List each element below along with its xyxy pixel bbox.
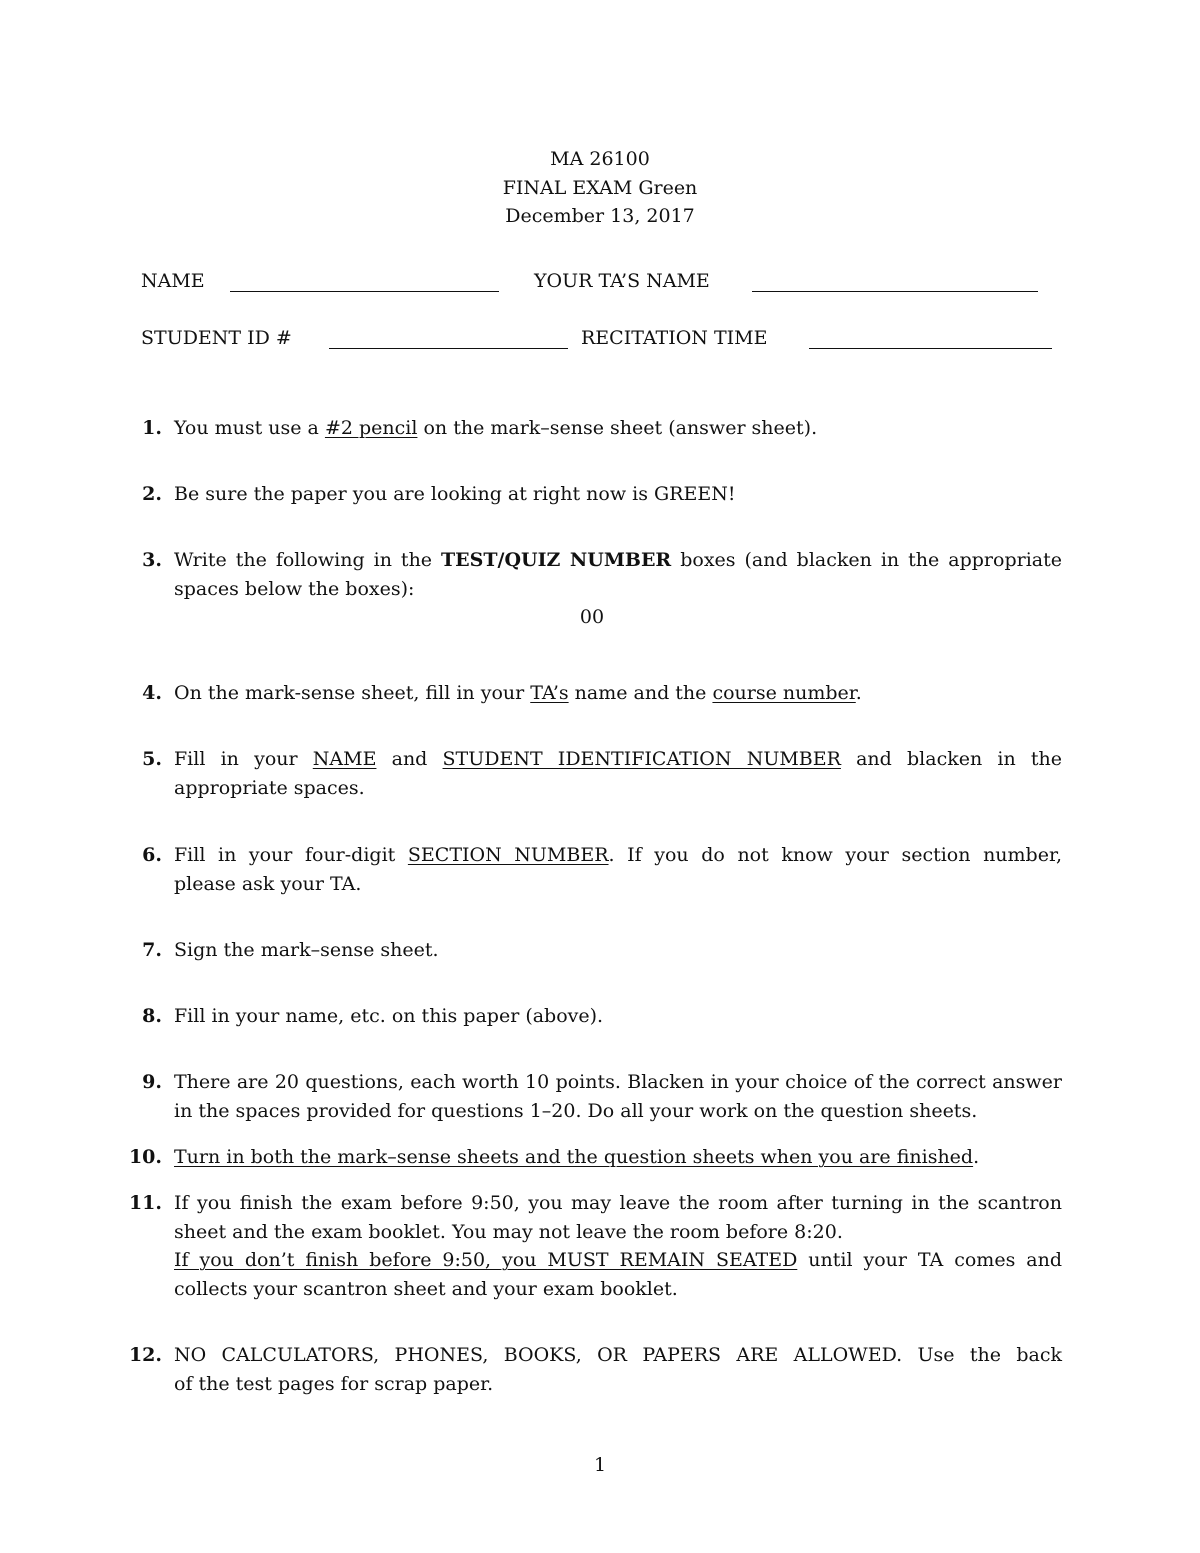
course-code: MA 26100 <box>550 148 650 170</box>
prohibited-items: NO CALCULATORS, PHONES, BOOKS, OR PAPERS ARE ALLOWED. <box>174 1344 903 1366</box>
recitation-time-label: RECITATION TIME <box>581 327 768 349</box>
name-blank[interactable] <box>230 291 499 292</box>
instruction-number: 12. <box>128 1344 162 1366</box>
instruction-number: 3. <box>142 549 162 571</box>
instruction-number: 10. <box>128 1146 162 1168</box>
instruction-number: 11. <box>128 1192 162 1214</box>
instruction-number: 8. <box>142 1005 162 1027</box>
pencil-requirement: #2 pencil <box>324 417 418 439</box>
ta-name-label: YOUR TA’S NAME <box>534 270 710 292</box>
exam-header <box>0 145 1200 231</box>
must-remain-seated: MUST REMAIN SEATED <box>547 1249 798 1271</box>
exam-title: FINAL EXAM Green <box>502 176 698 199</box>
instruction-number: 7. <box>142 939 162 961</box>
instruction-number: 4. <box>142 682 162 704</box>
instruction-number: 9. <box>142 1071 162 1093</box>
student-id-label: STUDENT ID # <box>141 327 292 349</box>
name-label: NAME <box>141 270 205 292</box>
instruction-number: 5. <box>142 748 162 770</box>
page-number: 1 <box>593 1454 607 1476</box>
student-id-blank[interactable] <box>329 348 568 349</box>
recitation-time-blank[interactable] <box>809 348 1052 349</box>
instruction-number: 2. <box>142 483 162 505</box>
exam-date: December 13, 2017 <box>505 205 695 227</box>
instruction-number: 1. <box>142 417 162 439</box>
test-number-code: 00 <box>579 606 605 628</box>
ta-name-blank[interactable] <box>752 291 1038 292</box>
exam-cover-page: MA 26100 FINAL EXAM Green December 13, 2017 NAME YOUR TA’S NAME STUDENT ID # RECITATION TIME 1. You must use a #2 pencil on the mark–sense sheet (answer sheet). 2. Be sure the paper you are looking at right now is GREEN! 3. Write the following in the TEST/QUIZ NUMBER boxes (and blacken in the appropriate spaces below the boxes): 00 4. On the mark-sense sheet, fill in your TA’s name and the course number. 5. Fill in your NAME and STUDENT IDENTIFICATION NUMBER and blacken in the appropriate spaces. 6. Fill in your four-digit SECTION NUMBER. If you do not know your section number, please ask your TA. 7. Sign the mark–sense sheet. 8. Fill in your name, etc. on this paper (above). 9. There are 20 questions, each worth 10 points. Blacken in your choice of the correct answer in the spaces provided for questions 1–20. Do all your work on the question sheets. 10. Turn in both the mark–sense sheets and the question sheets when you are finished. 11. If you finish the exam before 9:50, you may leave the room after turning in the scantron sheet and the exam booklet. You may not leave the room before 8:20. If you don’t finish before 9:50, you MUST REMAIN SEATED until your TA comes and collects your scantron sheet and your exam booklet. 12. NO CALCULATORS, PHONES, BOOKS, OR PAPERS ARE ALLOWED. Use the back of the test pages for scrap paper. 1 <box>0 0 1200 1553</box>
instruction-number: 6. <box>142 844 162 866</box>
test-quiz-number-label: TEST/QUIZ NUMBER <box>441 549 672 571</box>
